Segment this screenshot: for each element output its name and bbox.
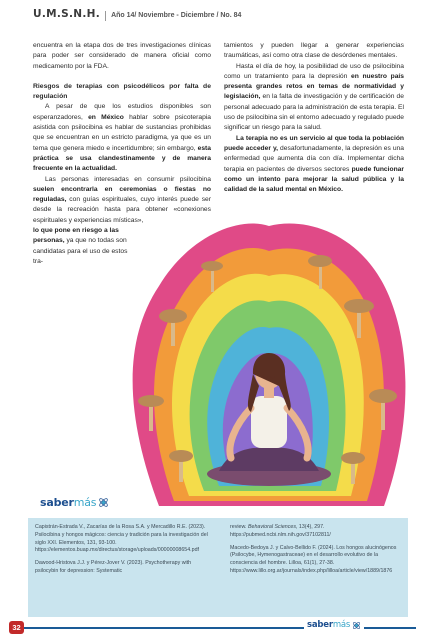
section-subheading: Riesgos de terapias con psicodélicos por falta de regulación bbox=[33, 82, 211, 101]
atom-icon bbox=[352, 621, 361, 630]
page-header bbox=[33, 8, 416, 24]
right-paragraph-2: Hasta el día de hoy, la posibilidad de uso de psilocibina como un tratamiento para la depresión en nuestro país presenta grandes retos en temas de normatividad y legislación, en la falta de investigación y de certificación de personal adecuado para la administración de esta terapia. El uso de psilocibina sin el entorno adecuado y regulado puede significar un riesgo para la salud. bbox=[224, 62, 404, 132]
reference-3: review. Behavioral Sciences, 13(4), 297. https://pubmed.ncbi.nlm.nih.gov/37102811/ bbox=[230, 524, 331, 538]
meditation-illustration bbox=[119, 196, 413, 516]
header-divider bbox=[105, 11, 106, 21]
left-paragraph-2: A pesar de que los estudios disponibles son esperanzadores, en México hablar sobre psicoterapia asistida con psilocibina es hablar de sustancias prohibidas que se encuentran en un estricto paradigma, ya que es un tema que genera miedo e incertidumbre; sin embargo, esta práctica se usa clandestinamente y de manera frecuente en la actualidad. bbox=[33, 103, 211, 173]
journal-brand: U.M.S.N.H. bbox=[33, 8, 101, 20]
right-column bbox=[224, 41, 404, 195]
sabermas-logo: sabermás bbox=[40, 496, 109, 509]
page-number: 32 bbox=[9, 621, 24, 634]
references-left bbox=[35, 524, 210, 581]
reference-2: Dawood-Hristova J.J. y Pérez-Jover V. (2023). Psychotherapy with psilocybin for depression: Systematic bbox=[35, 560, 192, 574]
issue-info: Año 14/ Noviembre - Diciembre / No. 84 bbox=[111, 12, 242, 19]
right-paragraph-1: tamientos y pueden llegar a generar experiencias traumáticas, así como otra clase de desórdenes mentales. bbox=[224, 42, 404, 60]
left-paragraph-1: encuentra en la etapa dos de tres investigaciones clínicas para poder ser considerado de manera oficial como medicamento por la FDA. bbox=[33, 42, 211, 70]
right-paragraph-3: La terapia no es un servicio al que toda la población puede acceder y, desafortunadamente, la depresión es una enfermedad que aumenta día con día. Implementar dicha terapia en pacientes de diversos sectores puede funcionar como un intento para mejorar la salud pública y la calidad de la salud mental en México. bbox=[224, 134, 404, 194]
atom-icon bbox=[98, 497, 109, 508]
references-right bbox=[230, 524, 405, 581]
left-paragraph-3-tail: lo que pone en riesgo a las personas, ya que no todas son candidatas para el uso de estos tra- bbox=[33, 227, 128, 265]
footer-sabermas-logo: sabermás bbox=[304, 620, 364, 630]
reference-1: Capistrán-Estrada V., Zacarías de la Rosa S.A. y Mercadillo R.E. (2023). Psilocibina y hongos mágicos: ciencia y tradición para la investigación del siglo XXI. Elementos, 131, 93-100. https://elementos.buap.mx/directus/storage/uploads/00000008654.pdf bbox=[35, 524, 208, 554]
reference-4: Macedo-Bedoya J. y Calvo-Bellido F. (2024). Los hongos alucinógenos (Psilocybe, Hymenogastraceae) en el desarrollo evolutivo de la consciencia del hombre. Lilloa, 61(1), 27-38. https://www.lillo.org.ar/journals/index.php/lilloa/article/view/1889/1876 bbox=[230, 544, 397, 574]
left-paragraph-3: Las personas interesadas en consumir psilocibina suelen encontrarla en ceremonias o fiestas no reguladas, con guías espirituales, cuyo interés puede ser desde la recreación hasta para obtener «conexiones espirituales y experiencias místicas», bbox=[33, 175, 211, 224]
references-box bbox=[28, 518, 408, 617]
